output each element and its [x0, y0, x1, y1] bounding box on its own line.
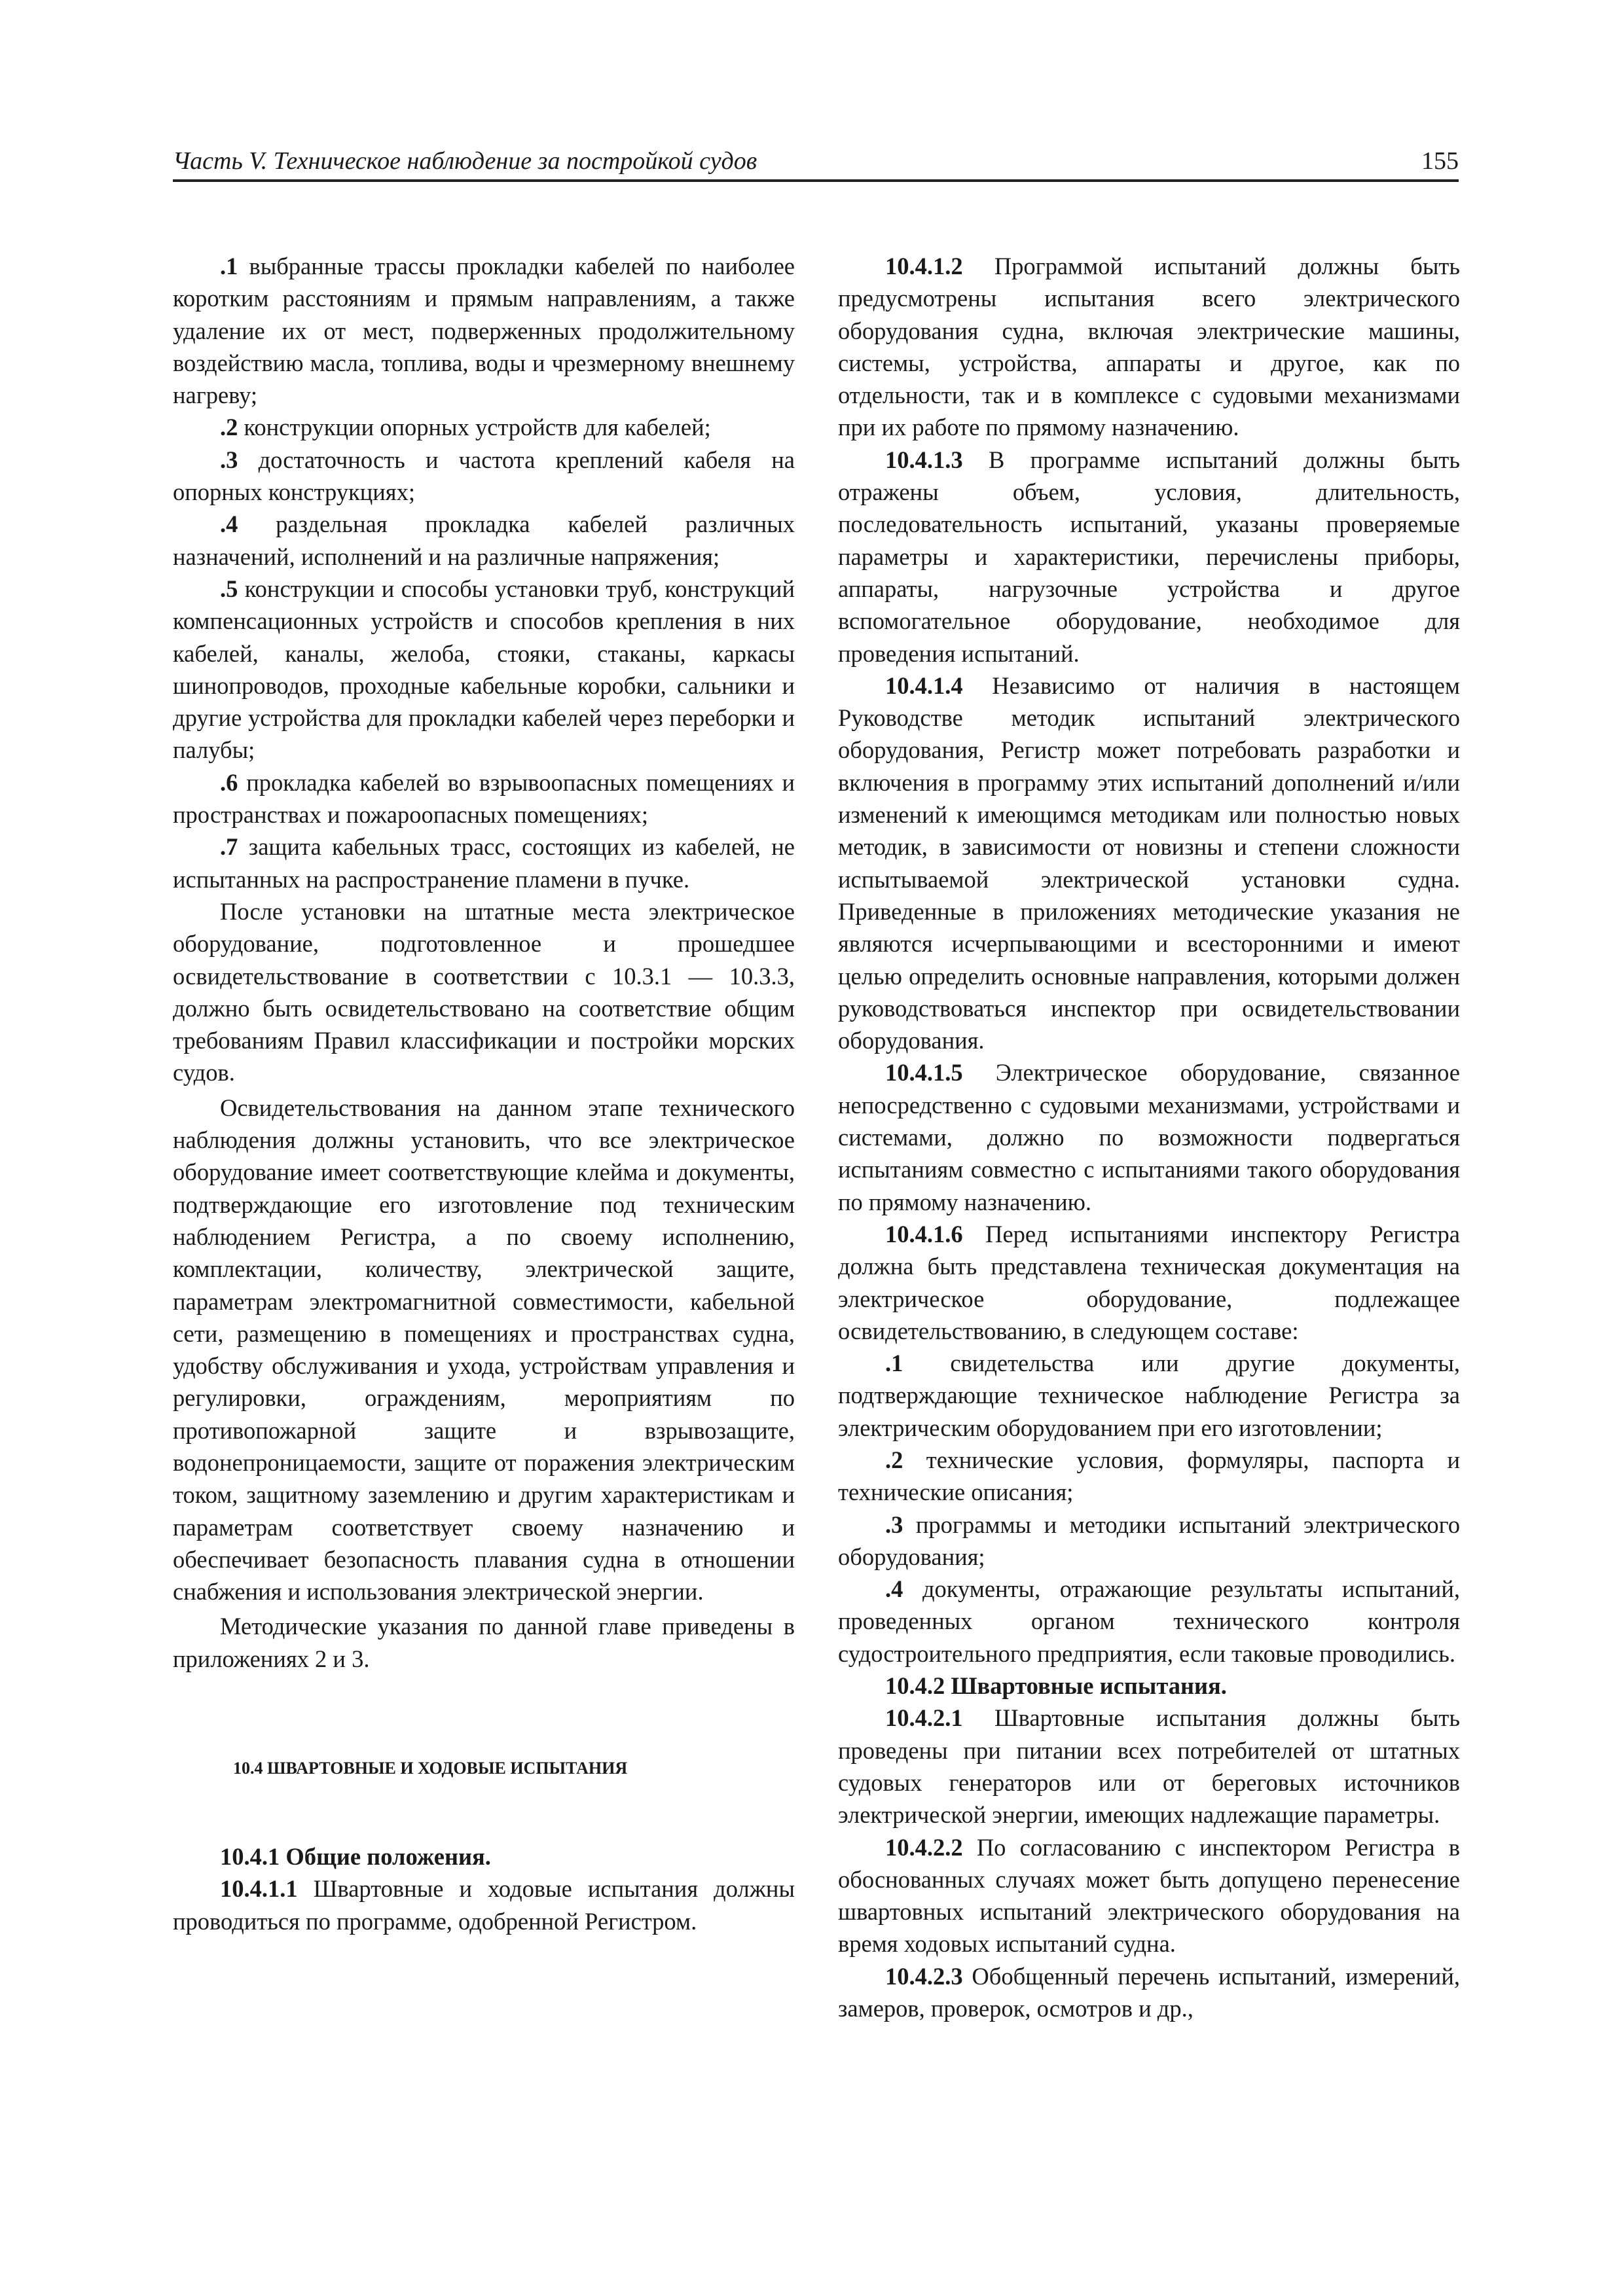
paragraph-guidance: Методические указания по данной главе приведены в приложениях 2 и 3.: [173, 1613, 795, 1672]
list-item: .1 выбранные трассы прокладки кабелей по наиболее коротким расстояниям и прямым направлениям, а также удаление их от мест, подверженных продолжительному воздействию масла, топлива, воды и чрезмерному внешнему нагреву;: [173, 253, 795, 409]
list-item: .5 конструкции и способы установки труб, конструкций компенсационных устройств и способов крепления в них кабелей, каналы, желоба, стояки, стаканы, каркасы шинопроводов, проходные кабельные коробки, сальники и другие устройства для прокладки кабелей через переборки и палубы;: [173, 575, 795, 764]
list-item: .2 конструкции опорных устройств для кабелей;: [220, 414, 711, 441]
list-item: .1 свидетельства или другие документы, подтверждающие техническое наблюдение Регистра за электрическим оборудованием при его изготовлении;: [838, 1350, 1460, 1441]
section-heading: 10.4 ШВАРТОВНЫЕ И ХОДОВЫЕ ИСПЫТАНИЯ: [233, 1759, 628, 1778]
list-item: .7 защита кабельных трасс, состоящих из кабелей, не испытанных на распространение пламени в пучке.: [173, 833, 795, 893]
list-item: .4 раздельная прокладка кабелей различных назначений, исполнений и на различные напряжения;: [173, 511, 795, 570]
clause-paragraph: 10.4.1.1 Швартовные и ходовые испытания должны проводиться по программе, одобренной Регистром.: [173, 1875, 795, 1935]
clause-paragraph: 10.4.2.1 Швартовные испытания должны быть проведены при питании всех потребителей от штатных судовых генераторов или от береговых источников электрической энергии, имеющих надлежащие параметры.: [838, 1704, 1460, 1829]
page-number: 155: [1421, 147, 1459, 175]
running-header: [173, 145, 1459, 182]
clause-paragraph: 10.4.2.2 По согласованию с инспектором Регистра в обоснованных случаях может быть допущено перенесение швартовных испытаний электрического оборудования на время ходовых испытаний судна.: [838, 1833, 1460, 1958]
clause-paragraph: 10.4.1.2 Программой испытаний должны быть предусмотрены испытания всего электрического оборудования судна, включая электрические машины, системы, устройства, аппараты и другое, как по отдельности, так и в комплексе с судовыми механизмами при их работе по прямому назначению.: [838, 253, 1460, 441]
list-item: .4 документы, отражающие результаты испытаний, проведенных органом технического контроля судостроительного предприятия, если таковые проводились.: [838, 1575, 1460, 1667]
header-title: Часть V. Техническое наблюдение за постройкой судов: [173, 147, 757, 175]
clause-paragraph: 10.4.1.4 Независимо от наличия в настоящем Руководстве методик испытаний электрического оборудования, Регистр может потребовать разработки и включения в программу этих испытаний дополнений и/или изменений к имеющимся методикам или полностью новых методик, в зависимости от новизны и степени сложности испытываемой электрической установки судна. Приведенные в приложениях методические указания не являются исчерпывающими и всесторонними и имеют целью определить основные направления, которыми должен руководствоваться инспектор при освидетельствовании оборудования.: [838, 672, 1460, 1054]
left-column: [173, 250, 795, 1937]
clause-paragraph: 10.4.2.3 Обобщенный перечень испытаний, измерений, замеров, проверок, осмотров и др.,: [838, 1962, 1460, 2022]
clause-paragraph: 10.4.1.3 В программе испытаний должны быть отражены объем, условия, длительность, последовательность испытаний, указаны проверяемые параметры и характеристики, перечислены приборы, аппараты, нагрузочные устройства и другое вспомогательное оборудование, необходимое для проведения испытаний.: [838, 446, 1460, 667]
paragraph-surveys: Освидетельствования на данном этапе технического наблюдения должны установить, что все электрическое оборудование имеет соответствующие клейма и документы, подтверждающие его изготовление под техническим наблюдением Регистра, а по своему исполнению, комплектации, количеству, электрической защите, параметрам электромагнитной совместимости, кабельной сети, размещению в помещениях и пространствах судна, удобству обслуживания и ухода, устройствам управления и регулировки, ограждениям, мероприятиям по противопожарной защите и взрывозащите, водонепроницаемости, защите от поражения электрическим током, защитному заземлению и другим характеристикам и параметрам соответствует своему назначению и обеспечивает безопасность плавания судна в отношении снабжения и использования электрической энергии.: [173, 1094, 795, 1605]
paragraph-after-install: После установки на штатные места электрическое оборудование, подготовленное и прошедшее освидетельствование в соответствии с 10.3.1 — 10.3.3, должно быть освидетельствовано на соответствие общим требованиям Правил классификации и постройки морских судов.: [173, 897, 795, 1086]
list-item: .6 прокладка кабелей во взрывоопасных помещениях и пространствах и пожароопасных помещениях;: [173, 768, 795, 829]
subsection-heading: 10.4.2 Швартовные испытания.: [885, 1672, 1227, 1700]
list-item: .3 достаточность и частота креплений кабеля на опорных конструкциях;: [173, 446, 795, 506]
subsection-heading: 10.4.1 Общие положения.: [220, 1843, 491, 1871]
clause-paragraph: 10.4.1.6 Перед испытаниями инспектору Регистра должна быть представлена техническая документация на электрическое оборудование, подлежащее освидетельствованию, в следующем составе:: [838, 1220, 1460, 1344]
right-column: [838, 250, 1460, 2024]
clause-paragraph: 10.4.1.5 Электрическое оборудование, связанное непосредственно с судовыми механизмами, устройствами и системами, должно по возможности подвергаться испытаниям совместно с испытаниями такого оборудования по прямому назначению.: [838, 1059, 1460, 1215]
list-item: .2 технические условия, формуляры, паспорта и технические описания;: [838, 1446, 1460, 1506]
list-item: .3 программы и методики испытаний электрического оборудования;: [838, 1511, 1460, 1570]
